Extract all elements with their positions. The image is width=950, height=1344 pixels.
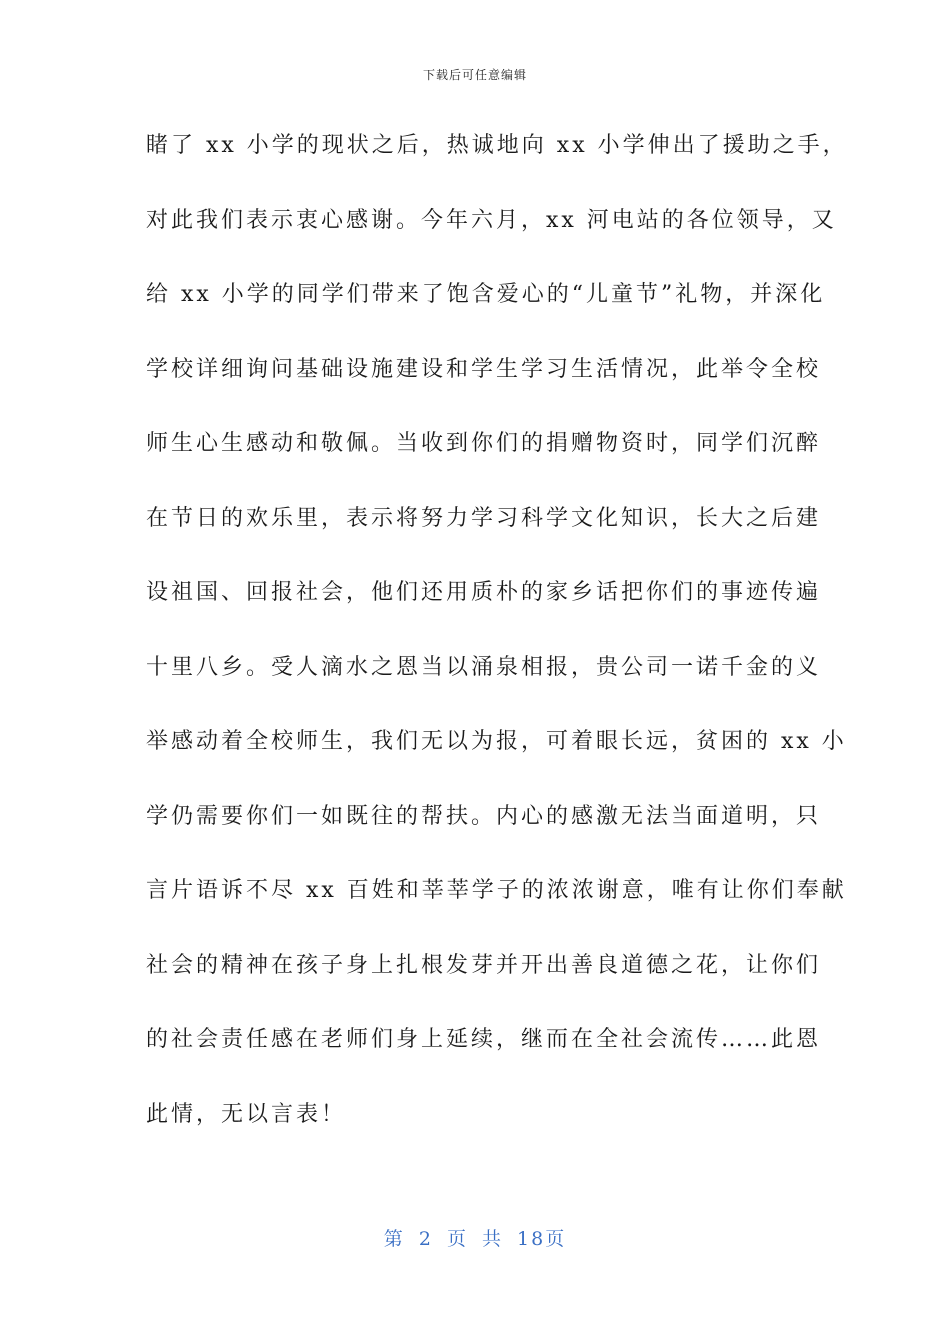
body-line: 学仍需要你们一如既往的帮扶。内心的感激无法当面道明，只 [146, 803, 822, 829]
body-line: 在节日的欢乐里，表示将努力学习科学文化知识，长大之后建 [146, 505, 822, 531]
body-line: 言片语诉不尽 xx 百姓和莘莘学子的浓浓谢意，唯有让你们奉献 [146, 878, 847, 903]
body-line: 给 xx 小学的同学们带来了饱含爱心的“儿童节”礼物，并深化 [146, 282, 826, 307]
body-line: 此情，无以言表！ [146, 1101, 347, 1127]
document-body [146, 124, 848, 1167]
body-line: 的社会责任感在老师们身上延续，继而在全社会流传……此恩 [146, 1027, 822, 1052]
body-line: 师生心生感动和敬佩。当收到你们的捐赠物资时，同学们沉醉 [146, 431, 822, 456]
body-line: 对此我们表示衷心感谢。今年六月，xx 河电站的各位领导，又 [146, 207, 837, 233]
body-line: 社会的精神在孩子身上扎根发芽并开出善良道德之花，让你们 [146, 952, 822, 978]
body-line: 睹了 xx 小学的现状之后，热诚地向 xx 小学伸出了援助之手， [146, 133, 848, 158]
body-line: 设祖国、回报社会，他们还用质朴的家乡话把你们的事迹传遍 [146, 580, 822, 605]
page-header: 下载后可任意编辑 [422, 68, 527, 82]
body-line: 举感动着全校师生，我们无以为报，可着眼长远，贫困的 xx 小 [146, 729, 847, 754]
body-line: 学校详细询问基础设施建设和学生学习生活情况，此举令全校 [146, 356, 822, 382]
body-line: 十里八乡。受人滴水之恩当以涌泉相报，贵公司一诺千金的义 [146, 654, 822, 680]
page-number-footer: 第 2 页 共 18页 [383, 1228, 567, 1250]
